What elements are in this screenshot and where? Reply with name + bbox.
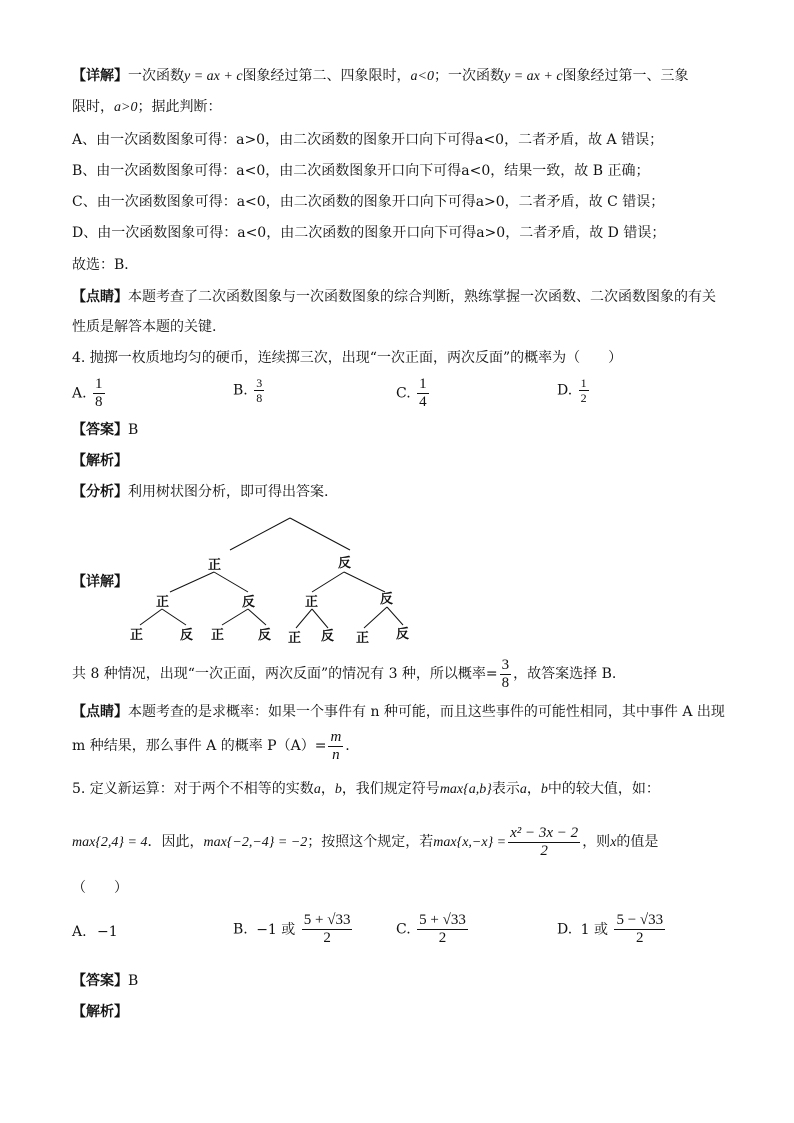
tree-node-l2: 正 xyxy=(156,595,170,610)
text: ，则 xyxy=(582,834,611,850)
numerator: 3 xyxy=(501,656,510,673)
text: . xyxy=(345,738,350,754)
q4-option-a xyxy=(72,376,107,411)
option-label: D. xyxy=(557,382,573,399)
tree-node-l1-tails: 反 xyxy=(338,556,352,571)
q4-xiangjie-label: 【详解】 xyxy=(72,574,128,590)
text: 一次函数 xyxy=(128,68,184,84)
q4-jiexi-label: 【解析】 xyxy=(72,453,128,469)
tree-node-l3: 正 xyxy=(130,628,144,643)
denominator: 8 xyxy=(95,394,103,410)
probability-tree-diagram xyxy=(0,512,794,652)
q4-dianjing-line1 xyxy=(72,702,725,722)
q5-option-d xyxy=(557,912,667,947)
text: 表示 xyxy=(491,781,520,797)
option-label: D. xyxy=(557,921,573,938)
q5-stem-line1 xyxy=(72,779,660,800)
option-label: B. xyxy=(233,382,248,399)
text: 利用树状图分析，即可得出答案. xyxy=(128,484,329,500)
formula: a xyxy=(313,782,321,797)
fraction xyxy=(417,376,429,411)
dianjing-label: 【点睛】 xyxy=(72,704,128,720)
numerator: 3 xyxy=(256,376,263,390)
dianjing-label: 【点睛】 xyxy=(72,289,128,305)
denominator: 2 xyxy=(580,391,587,405)
q3-xiangjie-line1 xyxy=(72,66,689,87)
xiangjie-label: 【详解】 xyxy=(72,68,128,84)
q4-answer xyxy=(72,420,138,440)
fraction xyxy=(93,376,105,411)
q3-option-c-analysis: C、由一次函数图象可得：a<0，由二次函数的图象开口向下可得a>0，二者矛盾，故 C 错误； xyxy=(72,194,665,210)
answer-value: B xyxy=(128,422,139,438)
tree-node-l1-heads: 正 xyxy=(208,558,222,573)
formula: max{−2,−4} = −2 xyxy=(203,835,308,850)
denominator: 2 xyxy=(323,930,331,946)
text: ；按照这个规定，若 xyxy=(307,834,434,850)
text: ， xyxy=(320,781,335,797)
formula: x xyxy=(610,835,617,850)
tree-node-l3: 反 xyxy=(180,628,194,643)
formula: max{a,b} xyxy=(439,782,492,797)
fraction xyxy=(302,912,353,947)
formula: max{x,−x} = xyxy=(433,835,507,850)
q5-jiexi-label: 【解析】 xyxy=(72,1004,128,1020)
option-label: C. xyxy=(396,385,411,402)
tree-node-l2: 反 xyxy=(380,592,394,607)
formula: max{2,4} = 4 xyxy=(72,835,148,850)
text: 的值是 xyxy=(616,834,659,850)
q3-dianjing-line1 xyxy=(72,287,716,307)
option-label: A. xyxy=(72,385,87,402)
numerator: 1 xyxy=(580,376,587,390)
fenxi-label: 【分析】 xyxy=(72,484,128,500)
q4-option-b xyxy=(233,376,266,405)
q4-result xyxy=(72,656,616,692)
formula: b xyxy=(334,782,342,797)
denominator: 2 xyxy=(540,842,548,859)
tree-node-l3: 正 xyxy=(211,628,225,643)
tree-node-l3: 正 xyxy=(356,631,370,646)
option-text: −1 或 xyxy=(256,921,296,938)
option-text: −1 xyxy=(97,924,118,940)
formula: a>0 xyxy=(114,100,138,115)
option-text: 1 或 xyxy=(580,921,608,938)
q3-xiangjie-line2 xyxy=(72,97,221,118)
numerator: x² − 3x − 2 xyxy=(510,824,579,841)
q4-option-d xyxy=(557,376,591,405)
tree-node-l3: 反 xyxy=(396,627,410,642)
answer-label: 【答案】 xyxy=(72,422,128,438)
formula: y = ax + c xyxy=(504,69,563,84)
tree-node-l2: 反 xyxy=(242,595,256,610)
denominator: 2 xyxy=(438,930,447,946)
q4-dianjing-line2 xyxy=(72,728,350,764)
formula: a<0 xyxy=(410,69,434,84)
formula: y = ax + c xyxy=(184,69,243,84)
text: ；据此判断： xyxy=(137,99,222,115)
answer-label: 【答案】 xyxy=(72,973,128,989)
denominator: n xyxy=(332,746,340,763)
q5-paren: （ ） xyxy=(72,880,128,896)
option-label: A. xyxy=(72,924,87,940)
text: m 种结果，那么事件 A 的概率 P（A）= xyxy=(72,738,327,754)
tree-node-l3: 反 xyxy=(258,628,272,643)
fraction xyxy=(508,825,580,860)
fraction xyxy=(254,376,264,405)
numerator: m xyxy=(330,728,342,745)
q4-fenxi xyxy=(72,482,328,502)
text: 图象经过第一、三象 xyxy=(562,68,689,84)
text: 共 8 种情况，出现“一次正面，两次反面”的情况有 3 种，所以概率= xyxy=(72,666,498,682)
formula: a xyxy=(519,782,527,797)
numerator: 5 + √33 xyxy=(419,912,466,928)
q5-stem-line2 xyxy=(72,822,658,863)
fraction xyxy=(500,657,512,692)
q4-stem: 4. 抛掷一枚质地均匀的硬币，连续掷三次，出现“一次正面，两次反面”的概率为（ ） xyxy=(72,350,623,366)
text: ，故答案选择 B. xyxy=(513,666,617,682)
denominator: 8 xyxy=(501,674,510,691)
text: 本题考查的是求概率：如果一个事件有 n 种可能，而且这些事件的可能性相同，其中事件 A 出现 xyxy=(128,704,725,720)
text: ，我们规定符号 xyxy=(341,781,440,797)
q5-option-b xyxy=(233,912,354,947)
q5-answer xyxy=(72,971,138,991)
tree-node-l3: 正 xyxy=(288,631,302,646)
text: 本题考查了二次函数图象与一次函数图象的综合判断，熟练掌握一次函数、二次函数图象的有关 xyxy=(128,289,716,305)
tree-node-l2: 正 xyxy=(305,595,319,610)
fraction xyxy=(328,729,343,764)
option-label: C. xyxy=(396,921,411,938)
text: 5. 定义新运算：对于两个不相等的实数 xyxy=(72,781,314,797)
numerator: 1 xyxy=(95,376,103,392)
text: ， xyxy=(526,781,541,797)
text: 限时， xyxy=(72,99,114,115)
q3-option-d-analysis: D、由一次函数图象可得：a<0，由二次函数的图象开口向下可得a>0，二者矛盾，故 D 错误； xyxy=(72,225,666,241)
q3-option-a-analysis: A、由一次函数图象可得：a>0，由二次函数的图象开口向下可得a<0，二者矛盾，故 A 错误； xyxy=(72,132,664,148)
text: ．因此， xyxy=(147,834,204,850)
q5-option-a xyxy=(72,924,118,940)
q3-dianjing-line2: 性质是解答本题的关键. xyxy=(72,319,217,335)
numerator: 1 xyxy=(419,376,427,392)
text: 中的较大值，如： xyxy=(547,781,660,797)
answer-value: B xyxy=(128,973,139,989)
numerator: 5 + √33 xyxy=(303,912,351,928)
fraction xyxy=(417,912,468,947)
q4-option-c xyxy=(396,376,431,411)
text: ；一次函数 xyxy=(434,68,504,84)
fraction xyxy=(579,376,589,405)
q3-option-b-analysis: B、由一次函数图象可得：a<0，由二次函数图象开口向下可得a<0，结果一致，故 B 正确； xyxy=(72,163,650,179)
tree-node-l3: 反 xyxy=(321,629,335,644)
denominator: 2 xyxy=(636,930,644,946)
q3-choose: 故选：B． xyxy=(72,257,139,273)
numerator: 5 − √33 xyxy=(616,912,664,928)
denominator: 8 xyxy=(256,391,263,405)
denominator: 4 xyxy=(419,394,427,410)
q5-option-c xyxy=(396,912,470,947)
text: 图象经过第二、四象限时， xyxy=(242,68,411,84)
option-label: B. xyxy=(233,921,248,938)
fraction xyxy=(614,912,665,947)
formula: b xyxy=(540,782,548,797)
